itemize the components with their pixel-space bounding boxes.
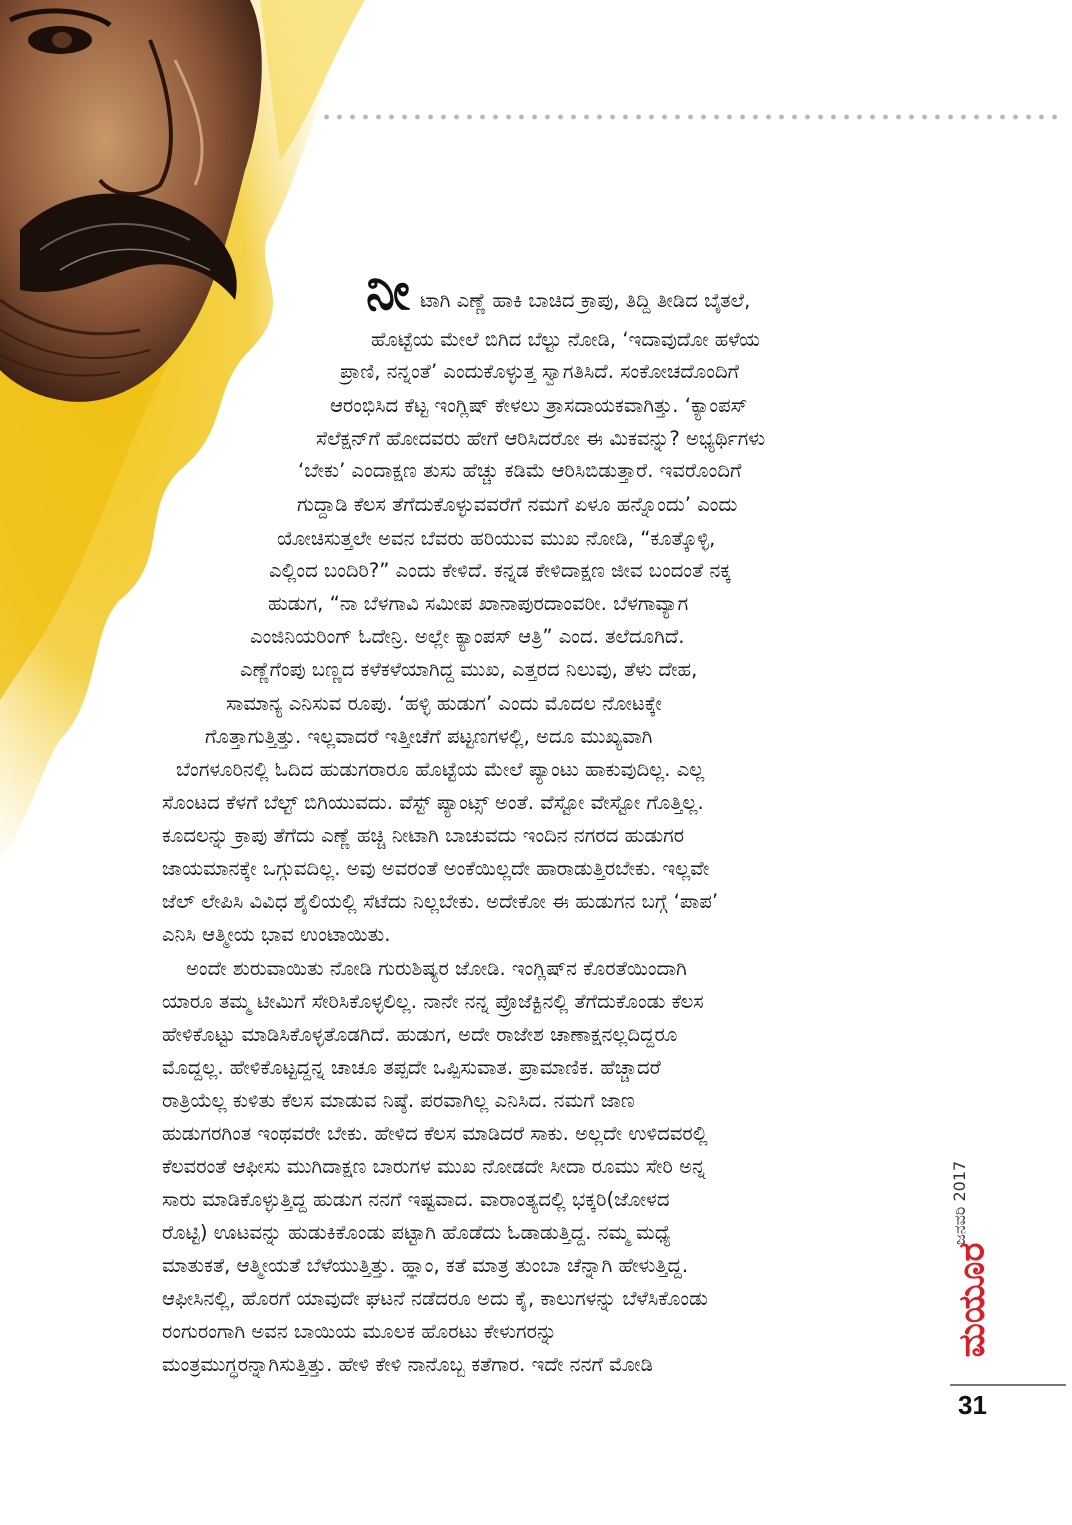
article-line: ಸೊಂಟದ ಕೆಳಗೆ ಬೆಲ್ಟ್ ಬಿಗಿಯುವದು. ವೆಸ್ಟ್ ಪ್ಯಾಂಟ್ಸ್ ಅಂತೆ. ವೆಸ್ಟೋ ವೇಸ್ಟೋ ಗೊತ್ತಿಲ್ಲ. bbox=[162, 791, 704, 814]
article-line: ಎಣ್ಣೆಗೆಂಪು ಬಣ್ಣದ ಕಳೆಕಳೆಯಾಗಿದ್ದ ಮುಖ, ಎತ್ತರದ ನಿಲುವು, ತೆಳು ದೇಹ, bbox=[240, 658, 698, 681]
article-line: ಮೊದ್ದಲ್ಲ. ಹೇಳಿಕೊಟ್ಟದ್ದನ್ನ ಚಾಚೂ ತಪ್ಪದೇ ಒಪ್ಪಿಸುವಾತ. ಪ್ರಾಮಾಣಿಕ. ಹೆಚ್ಚಾದರೆ bbox=[162, 1056, 661, 1079]
article-line: ‘ಬೇಕು’ ಎಂದಾಕ್ಷಣ ತುಸು ಹೆಚ್ಚು ಕಡಿಮೆ ಆರಿಸಿಬಿಡುತ್ತಾರೆ. ಇವರೊಂದಿಗೆ bbox=[298, 459, 742, 482]
article-line: ಅಂದೇ ಶುರುವಾಯಿತು ನೋಡಿ ಗುರುಶಿಷ್ಯರ ಜೋಡಿ. ಇಂಗ್ಲಿಷ್‌ನ ಕೊರತೆಯಿಂದಾಗಿ bbox=[186, 957, 687, 980]
article-line: ರಂಗುರಂಗಾಗಿ ಅವನ ಬಾಯಿಯ ಮೂಲಕ ಹೊರಟು ಕೇಳುಗರನ್ನು bbox=[162, 1320, 557, 1343]
article-line: ರಾತ್ರಿಯೆಲ್ಲ ಕುಳಿತು ಕೆಲಸ ಮಾಡುವ ನಿಷ್ಠೆ. ಪರವಾಗಿಲ್ಲ ಎನಿಸಿದ. ನಮಗೆ ಜಾಣ bbox=[162, 1089, 635, 1112]
article-line: ಹೇಳಿಕೊಟ್ಟು ಮಾಡಿಸಿಕೊಳ್ಳತೊಡಗಿದೆ. ಹುಡುಗ, ಅದೇ ರಾಜೇಶ ಚಾಣಾಕ್ಷನಲ್ಲದಿದ್ದರೂ bbox=[162, 1023, 678, 1046]
article-line: ಜೆಲ್ ಲೇಪಿಸಿ ವಿವಿಧ ಶೈಲಿಯಲ್ಲಿ ಸೆಟೆದು ನಿಲ್ಲಬೇಕು. ಅದೇಕೋ ಈ ಹುಡುಗನ ಬಗ್ಗೆ ‘ಪಾಪ’ bbox=[162, 890, 719, 913]
article-line: ಎನಿಸಿ ಆತ್ಮೀಯ ಭಾವ ಉಂಟಾಯಿತು. bbox=[162, 923, 391, 946]
article-line: ಎಂಜಿನಿಯರಿಂಗ್ ಓದೇನ್ರಿ. ಅಲ್ಲೇ ಕ್ಯಾಂಪಸ್ ಆತ್ರಿ” ಎಂದ. ತಲೆದೂಗಿದೆ. bbox=[250, 625, 685, 648]
page-number: 31 bbox=[958, 1390, 987, 1420]
article-line: ಆಫೀಸಿನಲ್ಲಿ, ಹೊರಗೆ ಯಾವುದೇ ಘಟನೆ ನಡೆದರೂ ಅದು ಕೈ, ಕಾಲುಗಳನ್ನು ಬೆಳೆಸಿಕೊಂಡು bbox=[162, 1287, 708, 1310]
article-line: ಪ್ರಾಣಿ, ನನ್ನಂತೆ’ ಎಂದುಕೊಳ್ಳುತ್ತ ಸ್ವಾಗತಿಸಿದೆ. ಸಂಕೋಚದೊಂದಿಗೆ bbox=[340, 360, 740, 383]
article-line: ಮಂತ್ರಮುಗ್ಧರನ್ನಾಗಿಸುತ್ತಿತ್ತು. ಹೇಳಿ ಕೇಳಿ ನಾನೊಬ್ಬ ಕತೆಗಾರ. ಇದೇ ನನಗೆ ಮೋಡಿ bbox=[162, 1353, 653, 1376]
article-line: ಟಾಗಿ ಎಣ್ಣೆ ಹಾಕಿ ಬಾಚಿದ ಕ್ರಾಪು, ತಿದ್ದಿ ತೀಡಿದ ಬೈತಲೆ, bbox=[420, 289, 751, 312]
article-line: ಹೊಟ್ಟೆಯ ಮೇಲೆ ಬಿಗಿದ ಬೆಲ್ಟು ನೋಡಿ, ‘ಇದಾವುದೋ ಹಳೆಯ bbox=[371, 328, 761, 351]
article-line: ಹುಡುಗ, “ನಾ ಬೆಳಗಾವಿ ಸಮೀಪ ಖಾನಾಪುರದಾಂವರೀ. ಬೆಳಗಾವ್ಯಾಗ bbox=[268, 592, 689, 615]
article-line: ಎಲ್ಲಿಂದ ಬಂದಿರಿ?” ಎಂದು ಕೇಳಿದೆ. ಕನ್ನಡ ಕೇಳಿದಾಕ್ಷಣ ಜೀವ ಬಂದಂತೆ ನಕ್ಕ bbox=[269, 559, 732, 582]
page-number-rule bbox=[950, 1384, 1066, 1386]
drop-cap: ನೀ bbox=[366, 262, 410, 322]
dotted-divider bbox=[320, 112, 1060, 122]
article-line: ಆರಂಭಿಸಿದ ಕೆಟ್ಟ ಇಂಗ್ಲಿಷ್ ಕೇಳಲು ತ್ರಾಸದಾಯಕವಾಗಿತ್ತು. ‘ಕ್ಯಾಂಪಸ್ bbox=[330, 394, 748, 417]
article-line: ಬೆಂಗಳೂರಿನಲ್ಲಿ ಓದಿದ ಹುಡುಗರಾರೂ ಹೊಟ್ಟೆಯ ಮೇಲೆ ಪ್ಯಾಂಟು ಹಾಕುವುದಿಲ್ಲ. ಎಲ್ಲ bbox=[176, 758, 705, 781]
article-line: ಯಾರೂ ತಮ್ಮ ಟೀಮಿಗೆ ಸೇರಿಸಿಕೊಳ್ಳಲಿಲ್ಲ. ನಾನೇ ನನ್ನ ಪ್ರೊಜೆಕ್ಟಿನಲ್ಲಿ ತೆಗೆದುಕೊಂಡು ಕೆಲಸ bbox=[162, 990, 704, 1013]
issue-date: ಜನವರಿ 2017 bbox=[950, 1160, 969, 1245]
article-line: ಸಾಮಾನ್ಯ ಎನಿಸುವ ರೂಪು. ‘ಹಳ್ಳಿ ಹುಡುಗ’ ಎಂದು ಮೊದಲ ನೋಟಕ್ಕೇ bbox=[226, 692, 662, 715]
article-line: ಗೊತ್ತಾಗುತ್ತಿತ್ತು. ಇಲ್ಲವಾದರೆ ಇತ್ತೀಚೆಗೆ ಪಟ್ಟಣಗಳಲ್ಲಿ, ಅದೂ ಮುಖ್ಯವಾಗಿ bbox=[205, 725, 653, 748]
article-line: ಹುಡುಗರಗಿಂತ ಇಂಥವರೇ ಬೇಕು. ಹೇಳಿದ ಕೆಲಸ ಮಾಡಿದರೆ ಸಾಕು. ಅಲ್ಲದೇ ಉಳಿದವರಲ್ಲಿ bbox=[162, 1122, 708, 1145]
article-line: ಮಾತುಕತೆ, ಆತ್ಮೀಯತೆ ಬೆಳೆಯುತ್ತಿತ್ತು. ಹ್ಞಾಂ, ಕತೆ ಮಾತ್ರ ತುಂಬಾ ಚೆನ್ನಾಗಿ ಹೇಳುತ್ತಿದ್ದ. bbox=[162, 1254, 689, 1277]
magazine-logo bbox=[952, 1230, 992, 1370]
article-line: ಜಾಯಮಾನಕ್ಕೇ ಒಗ್ಗುವದಿಲ್ಲ. ಅವು ಅವರಂತೆ ಅಂಕೆಯಿಲ್ಲದೇ ಹಾರಾಡುತ್ತಿರಬೇಕು. ಇಲ್ಲವೇ bbox=[162, 857, 710, 880]
article-line: ಸಾರು ಮಾಡಿಕೊಳ್ಳುತ್ತಿದ್ದ ಹುಡುಗ ನನಗೆ ಇಷ್ಟವಾದ. ವಾರಾಂತ್ಯದಲ್ಲಿ ಭಕ್ಕರಿ(ಜೋಳದ bbox=[162, 1188, 670, 1211]
article-line: ಕೂದಲನ್ನು ಕ್ರಾಪು ತೆಗೆದು ಎಣ್ಣೆ ಹಚ್ಚಿ ನೀಟಾಗಿ ಬಾಚುವದು ಇಂದಿನ ನಗರದ ಹುಡುಗರ bbox=[162, 824, 685, 847]
article-line: ಯೋಚಿಸುತ್ತಲೇ ಅವನ ಬೆವರು ಹರಿಯುವ ಮುಖ ನೋಡಿ, “ಕೂತ್ಕೊಳ್ಳಿ, bbox=[277, 527, 716, 550]
article-line: ಸೆಲೆಕ್ಷನ್‌ಗೆ ಹೋದವರು ಹೇಗೆ ಆರಿಸಿದರೋ ಈ ಮಿಕವನ್ನು? ಅಭ್ಯರ್ಥಿಗಳು bbox=[316, 427, 766, 450]
article-line: ಗುದ್ದಾಡಿ ಕೆಲಸ ತೆಗೆದುಕೊಳ್ಳುವವರೆಗೆ ನಮಗೆ ಏಳೂ ಹನ್ನೊಂದು’ ಎಂದು bbox=[297, 493, 738, 516]
magazine-name: ಮಯೂರ bbox=[951, 1242, 992, 1358]
article-line: ರೊಟ್ಟಿ) ಊಟವನ್ನು ಹುಡುಕಿಕೊಂಡು ಪಟ್ಟಾಗಿ ಹೊಡೆದು ಓಡಾಡುತ್ತಿದ್ದ. ನಮ್ಮ ಮಧ್ಯೆ bbox=[162, 1221, 671, 1244]
article-line: ಕೆಲವರಂತೆ ಆಫೀಸು ಮುಗಿದಾಕ್ಷಣ ಬಾರುಗಳ ಮುಖ ನೋಡದೇ ಸೀದಾ ರೂಮು ಸೇರಿ ಅನ್ನ bbox=[162, 1155, 706, 1178]
